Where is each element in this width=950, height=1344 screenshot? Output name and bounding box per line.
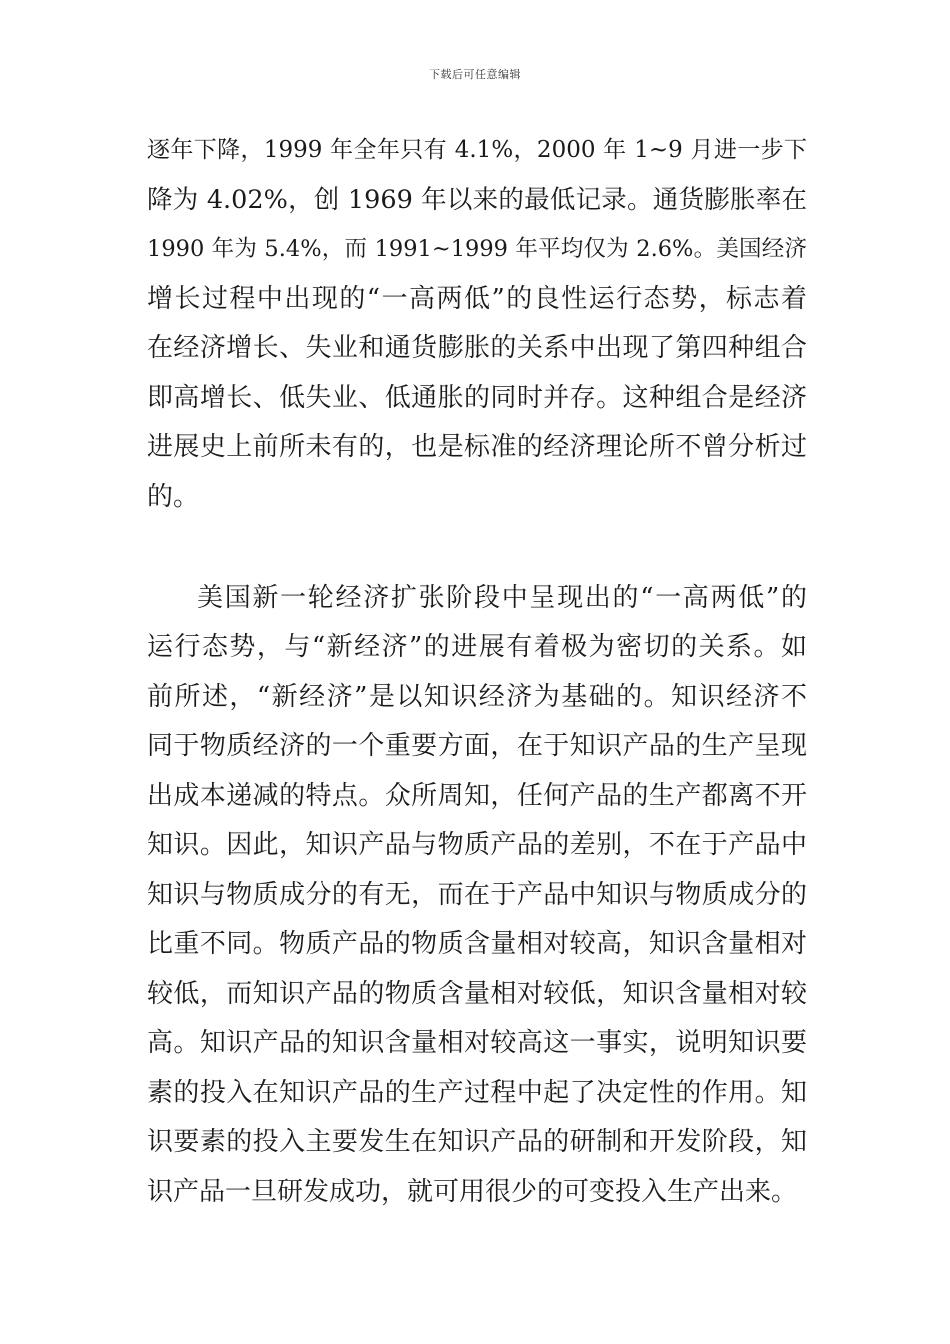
paragraph-line: 识要素的投入主要发生在知识产品的研制和开发阶段，知 xyxy=(147,1127,807,1157)
paragraph-line: 知识与物质成分的有无，而在于产品中知识与物质成分的 xyxy=(147,880,807,910)
paragraph-line: 出成本递减的特点。众所周知，任何产品的生产都离不开 xyxy=(147,781,807,811)
paragraph-line: 同于物质经济的一个重要方面，在于知识产品的生产呈现 xyxy=(147,731,807,761)
paragraph-line: 美国新一轮经济扩张阶段中呈现出的“一高两低”的 xyxy=(197,583,807,613)
paragraph-line: 识产品一旦研发成功，就可用很少的可变投入生产出来。 xyxy=(147,1177,798,1207)
paragraph-line: 素的投入在知识产品的生产过程中起了决定性的作用。知 xyxy=(147,1078,807,1108)
paragraph-line: 在经济增长、失业和通货膨胀的关系中出现了第四种组合 xyxy=(147,333,807,363)
paragraph-line: 进展史上前所未有的，也是标准的经济理论所不曾分析过 xyxy=(147,432,807,462)
paragraph-line: 增长过程中出现的“一高两低”的良性运行态势，标志着 xyxy=(147,284,807,314)
paragraph-line: 1990 年为 5.4%，而 1991~1999 年平均仅为 2.6%。美国经济 xyxy=(147,236,807,262)
paragraph-line: 前所述，“新经济”是以知识经济为基础的。知识经济不 xyxy=(147,682,807,712)
paragraph-line: 降为 4.02%，创 1969 年以来的最低记录。通货膨胀率在 xyxy=(147,185,807,215)
paragraph-line: 的。 xyxy=(147,482,200,512)
paragraph-line: 即高增长、低失业、低通胀的同时并存。这种组合是经济 xyxy=(147,383,807,413)
paragraph-line: 逐年下降，1999 年全年只有 4.1%，2000 年 1~9 月进一步下 xyxy=(147,137,807,163)
header-note: 下载后可任意编辑 xyxy=(429,68,521,81)
paragraph-line: 知识。因此，知识产品与物质产品的差别，不在于产品中 xyxy=(147,830,807,860)
paragraph-line: 运行态势，与“新经济”的进展有着极为密切的关系。如 xyxy=(147,632,807,662)
paragraph-line: 高。知识产品的知识含量相对较高这一事实，说明知识要 xyxy=(147,1028,807,1058)
paragraph-line: 比重不同。物质产品的物质含量相对较高，知识含量相对 xyxy=(147,929,807,959)
paragraph-line: 较低，而知识产品的物质含量相对较低，知识含量相对较 xyxy=(147,979,807,1009)
